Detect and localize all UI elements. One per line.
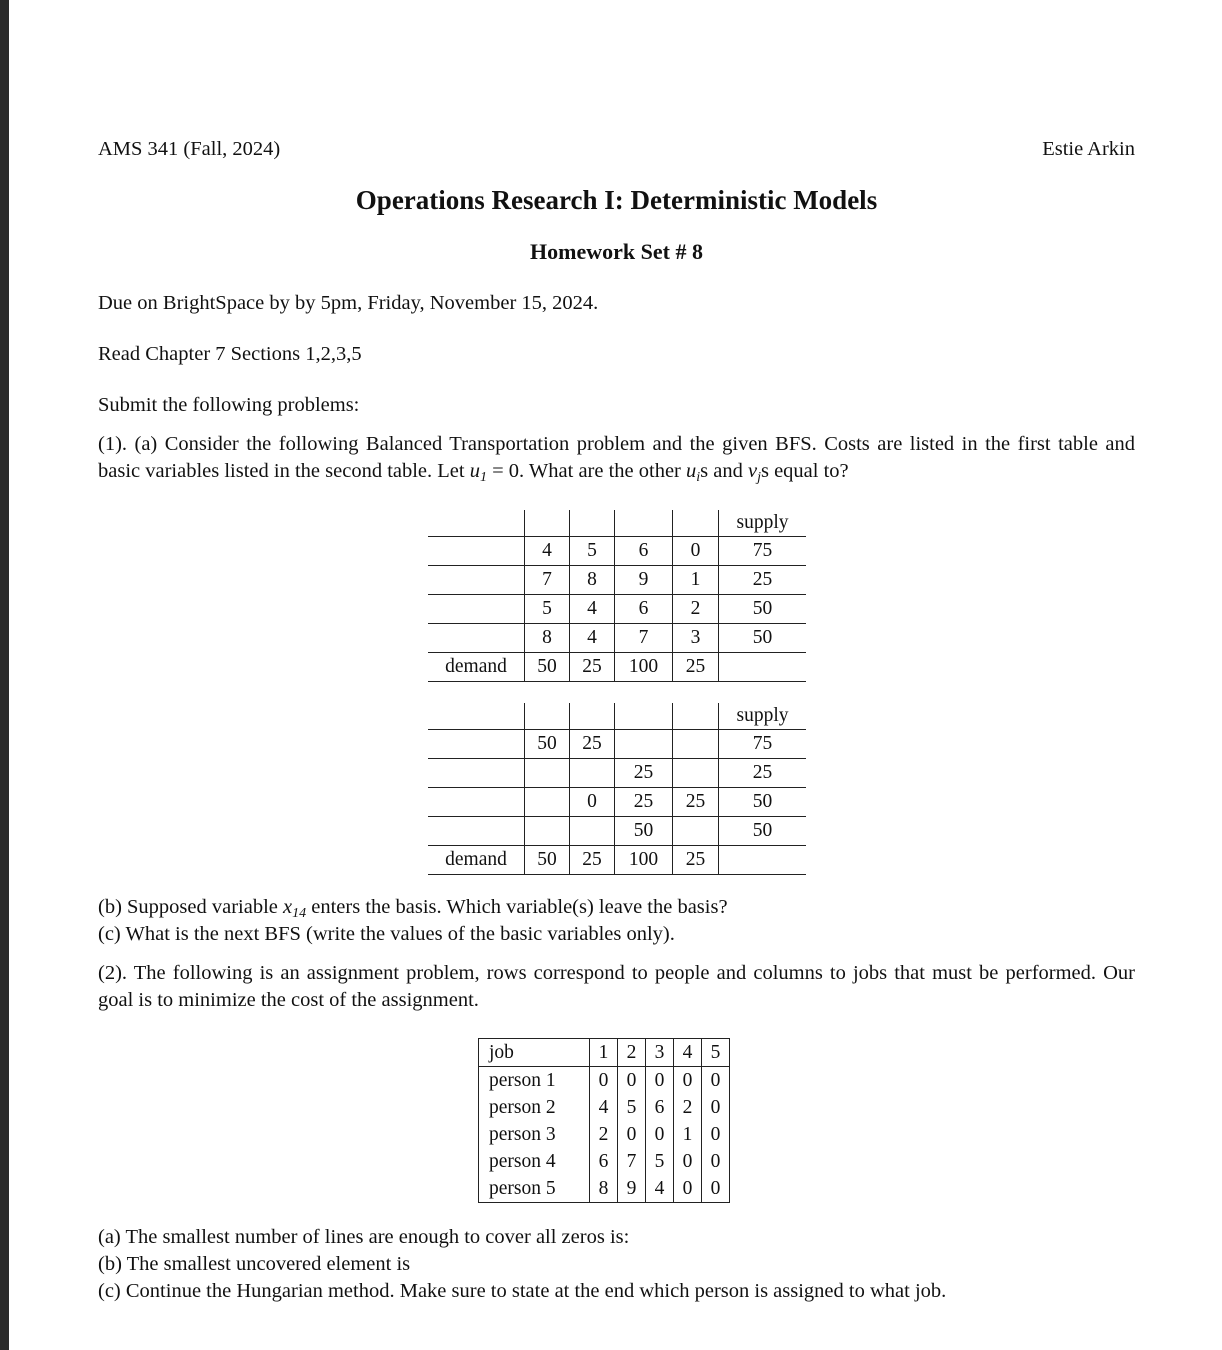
table-cell: 25 <box>615 788 673 817</box>
table-cell: 8 <box>570 566 615 595</box>
table-row <box>479 1121 730 1148</box>
table-row <box>479 1067 730 1095</box>
table-cell: 8 <box>590 1175 618 1203</box>
table-cell <box>570 759 615 788</box>
problem-2-part-b: (b) The smallest uncovered element is <box>98 1253 411 1275</box>
job-column-header: 4 <box>674 1039 702 1067</box>
table-cell: 0 <box>674 1067 702 1095</box>
table-cell: 2 <box>674 1094 702 1121</box>
job-header: job <box>479 1039 590 1067</box>
problem-2-part-c: (c) Continue the Hungarian method. Make sure to state at the end which person is assigned to what job. <box>98 1280 947 1302</box>
table-cell: 6 <box>615 537 673 566</box>
table-cell: 0 <box>646 1067 674 1095</box>
table-row <box>479 1175 730 1203</box>
problem-2-intro: (2). The following is an assignment problem, rows correspond to people and columns to jobs that must be performed. Our goal is to minimize the cost of the assignment. <box>98 962 1135 1011</box>
person-label: person 5 <box>489 1177 556 1199</box>
table-row <box>479 1094 730 1121</box>
viewer-left-edge <box>0 0 9 1350</box>
problem-1-intro-text-4: s equal to? <box>760 460 849 482</box>
table-cell <box>615 730 673 759</box>
table-cell: 2 <box>673 595 719 624</box>
demand-cell: 50 <box>525 653 570 682</box>
supply-header: supply <box>719 510 807 537</box>
table-row <box>428 759 806 788</box>
cost-table <box>428 510 806 682</box>
table-header-row <box>428 703 806 730</box>
table-cell: 7 <box>525 566 570 595</box>
table-cell: 4 <box>646 1175 674 1203</box>
table-cell: 0 <box>702 1094 730 1121</box>
person-label: person 3 <box>489 1123 556 1145</box>
job-column-header: 5 <box>702 1039 730 1067</box>
table-cell: 1 <box>674 1121 702 1148</box>
reading-assignment: Read Chapter 7 Sections 1,2,3,5 <box>98 343 362 365</box>
table-cell: 1 <box>673 566 719 595</box>
table-cell: 0 <box>702 1067 730 1095</box>
demand-row <box>428 653 806 682</box>
job-column-header: 1 <box>590 1039 618 1067</box>
problem-2-part-a: (a) The smallest number of lines are enough to cover all zeros is: <box>98 1226 630 1248</box>
table-cell: 5 <box>570 537 615 566</box>
supply-cell: 25 <box>719 566 807 595</box>
table-row <box>428 730 806 759</box>
table-cell: 5 <box>525 595 570 624</box>
job-column-header: 3 <box>646 1039 674 1067</box>
table-cell: 9 <box>618 1175 646 1203</box>
table-header-row <box>479 1039 730 1067</box>
table-cell: 7 <box>618 1148 646 1175</box>
table-cell: 50 <box>525 730 570 759</box>
table-cell: 5 <box>646 1148 674 1175</box>
supply-cell: 50 <box>719 788 807 817</box>
table-cell: 25 <box>615 759 673 788</box>
table-cell: 9 <box>615 566 673 595</box>
math-ui: $u_i$ <box>686 460 701 485</box>
math-vj: $v_j$ <box>747 460 761 485</box>
table-cell: 0 <box>618 1121 646 1148</box>
table-cell: 50 <box>615 817 673 846</box>
person-label: person 4 <box>489 1150 556 1172</box>
table-cell: 4 <box>590 1094 618 1121</box>
table-cell: 0 <box>674 1148 702 1175</box>
table-cell: 6 <box>615 595 673 624</box>
table-row <box>428 788 806 817</box>
demand-cell: 100 <box>615 846 673 875</box>
demand-cell: 25 <box>673 653 719 682</box>
table-cell: 0 <box>702 1121 730 1148</box>
problem-1-intro-text-2: = 0. What are the other <box>492 460 681 482</box>
problem-1-intro-text-3: s and <box>700 460 743 482</box>
table-cell: 8 <box>525 624 570 653</box>
job-column-header: 2 <box>618 1039 646 1067</box>
math-u1: $u_1$ <box>469 460 487 485</box>
table-cell: 4 <box>570 624 615 653</box>
table-cell <box>525 788 570 817</box>
problem-1-part-b: (b) Supposed variable $x_{14}$ enters the basis. Which variable(s) leave the basis? <box>98 896 728 921</box>
table-cell: 2 <box>590 1121 618 1148</box>
demand-cell: 100 <box>615 653 673 682</box>
table-header-row <box>428 510 806 537</box>
submit-instruction: Submit the following problems: <box>98 394 360 416</box>
person-label: person 1 <box>489 1069 556 1091</box>
math-x14: $x_{14}$ <box>283 896 307 921</box>
table-cell: 0 <box>618 1067 646 1095</box>
demand-row <box>428 846 806 875</box>
course-label: AMS 341 (Fall, 2024) <box>98 138 281 160</box>
supply-cell: 75 <box>719 537 807 566</box>
table-cell: 0 <box>646 1121 674 1148</box>
supply-cell: 50 <box>719 624 807 653</box>
table-row <box>428 595 806 624</box>
table-cell <box>525 817 570 846</box>
due-date-line: Due on BrightSpace by by 5pm, Friday, November 15, 2024. <box>98 292 599 314</box>
homework-set-heading: Homework Set # 8 <box>530 239 703 264</box>
table-cell: 4 <box>525 537 570 566</box>
table-row <box>428 537 806 566</box>
table-cell: 0 <box>570 788 615 817</box>
table-cell <box>570 817 615 846</box>
bfs-table <box>428 703 806 875</box>
table-cell <box>673 759 719 788</box>
table-cell: 0 <box>674 1175 702 1203</box>
table-row <box>428 566 806 595</box>
table-cell: 3 <box>673 624 719 653</box>
table-row <box>428 624 806 653</box>
problem-1-part-c: (c) What is the next BFS (write the values of the basic variables only). <box>98 923 675 945</box>
table-row <box>428 817 806 846</box>
table-cell: 4 <box>570 595 615 624</box>
table-cell: 7 <box>615 624 673 653</box>
problem-1-intro-text: (1). (a) Consider the following Balanced Transportation problem and the given BFS. Costs are listed in the first table and basic variables listed in the second table. Let <box>98 433 1135 482</box>
document-page <box>98 0 1135 1350</box>
demand-cell: 25 <box>673 846 719 875</box>
supply-cell: 75 <box>719 730 807 759</box>
assignment-table <box>478 1038 730 1203</box>
table-cell <box>673 730 719 759</box>
table-cell: 0 <box>702 1148 730 1175</box>
demand-label: demand <box>428 653 525 682</box>
problem-1-intro <box>98 431 1135 485</box>
table-cell: 6 <box>646 1094 674 1121</box>
supply-header: supply <box>719 703 807 730</box>
demand-cell: 50 <box>525 846 570 875</box>
table-cell: 25 <box>570 730 615 759</box>
table-row <box>479 1148 730 1175</box>
table-cell <box>673 817 719 846</box>
table-cell: 0 <box>702 1175 730 1203</box>
table-cell: 0 <box>590 1067 618 1095</box>
supply-cell: 50 <box>719 595 807 624</box>
table-cell: 5 <box>618 1094 646 1121</box>
table-cell: 0 <box>673 537 719 566</box>
person-label: person 2 <box>489 1096 556 1118</box>
author-name: Estie Arkin <box>1042 138 1135 160</box>
demand-cell: 25 <box>570 653 615 682</box>
table-cell <box>525 759 570 788</box>
table-cell: 6 <box>590 1148 618 1175</box>
supply-cell: 25 <box>719 759 807 788</box>
demand-label: demand <box>428 846 525 875</box>
supply-cell: 50 <box>719 817 807 846</box>
table-cell: 25 <box>673 788 719 817</box>
page-title: Operations Research I: Deterministic Models <box>355 185 878 215</box>
demand-cell: 25 <box>570 846 615 875</box>
